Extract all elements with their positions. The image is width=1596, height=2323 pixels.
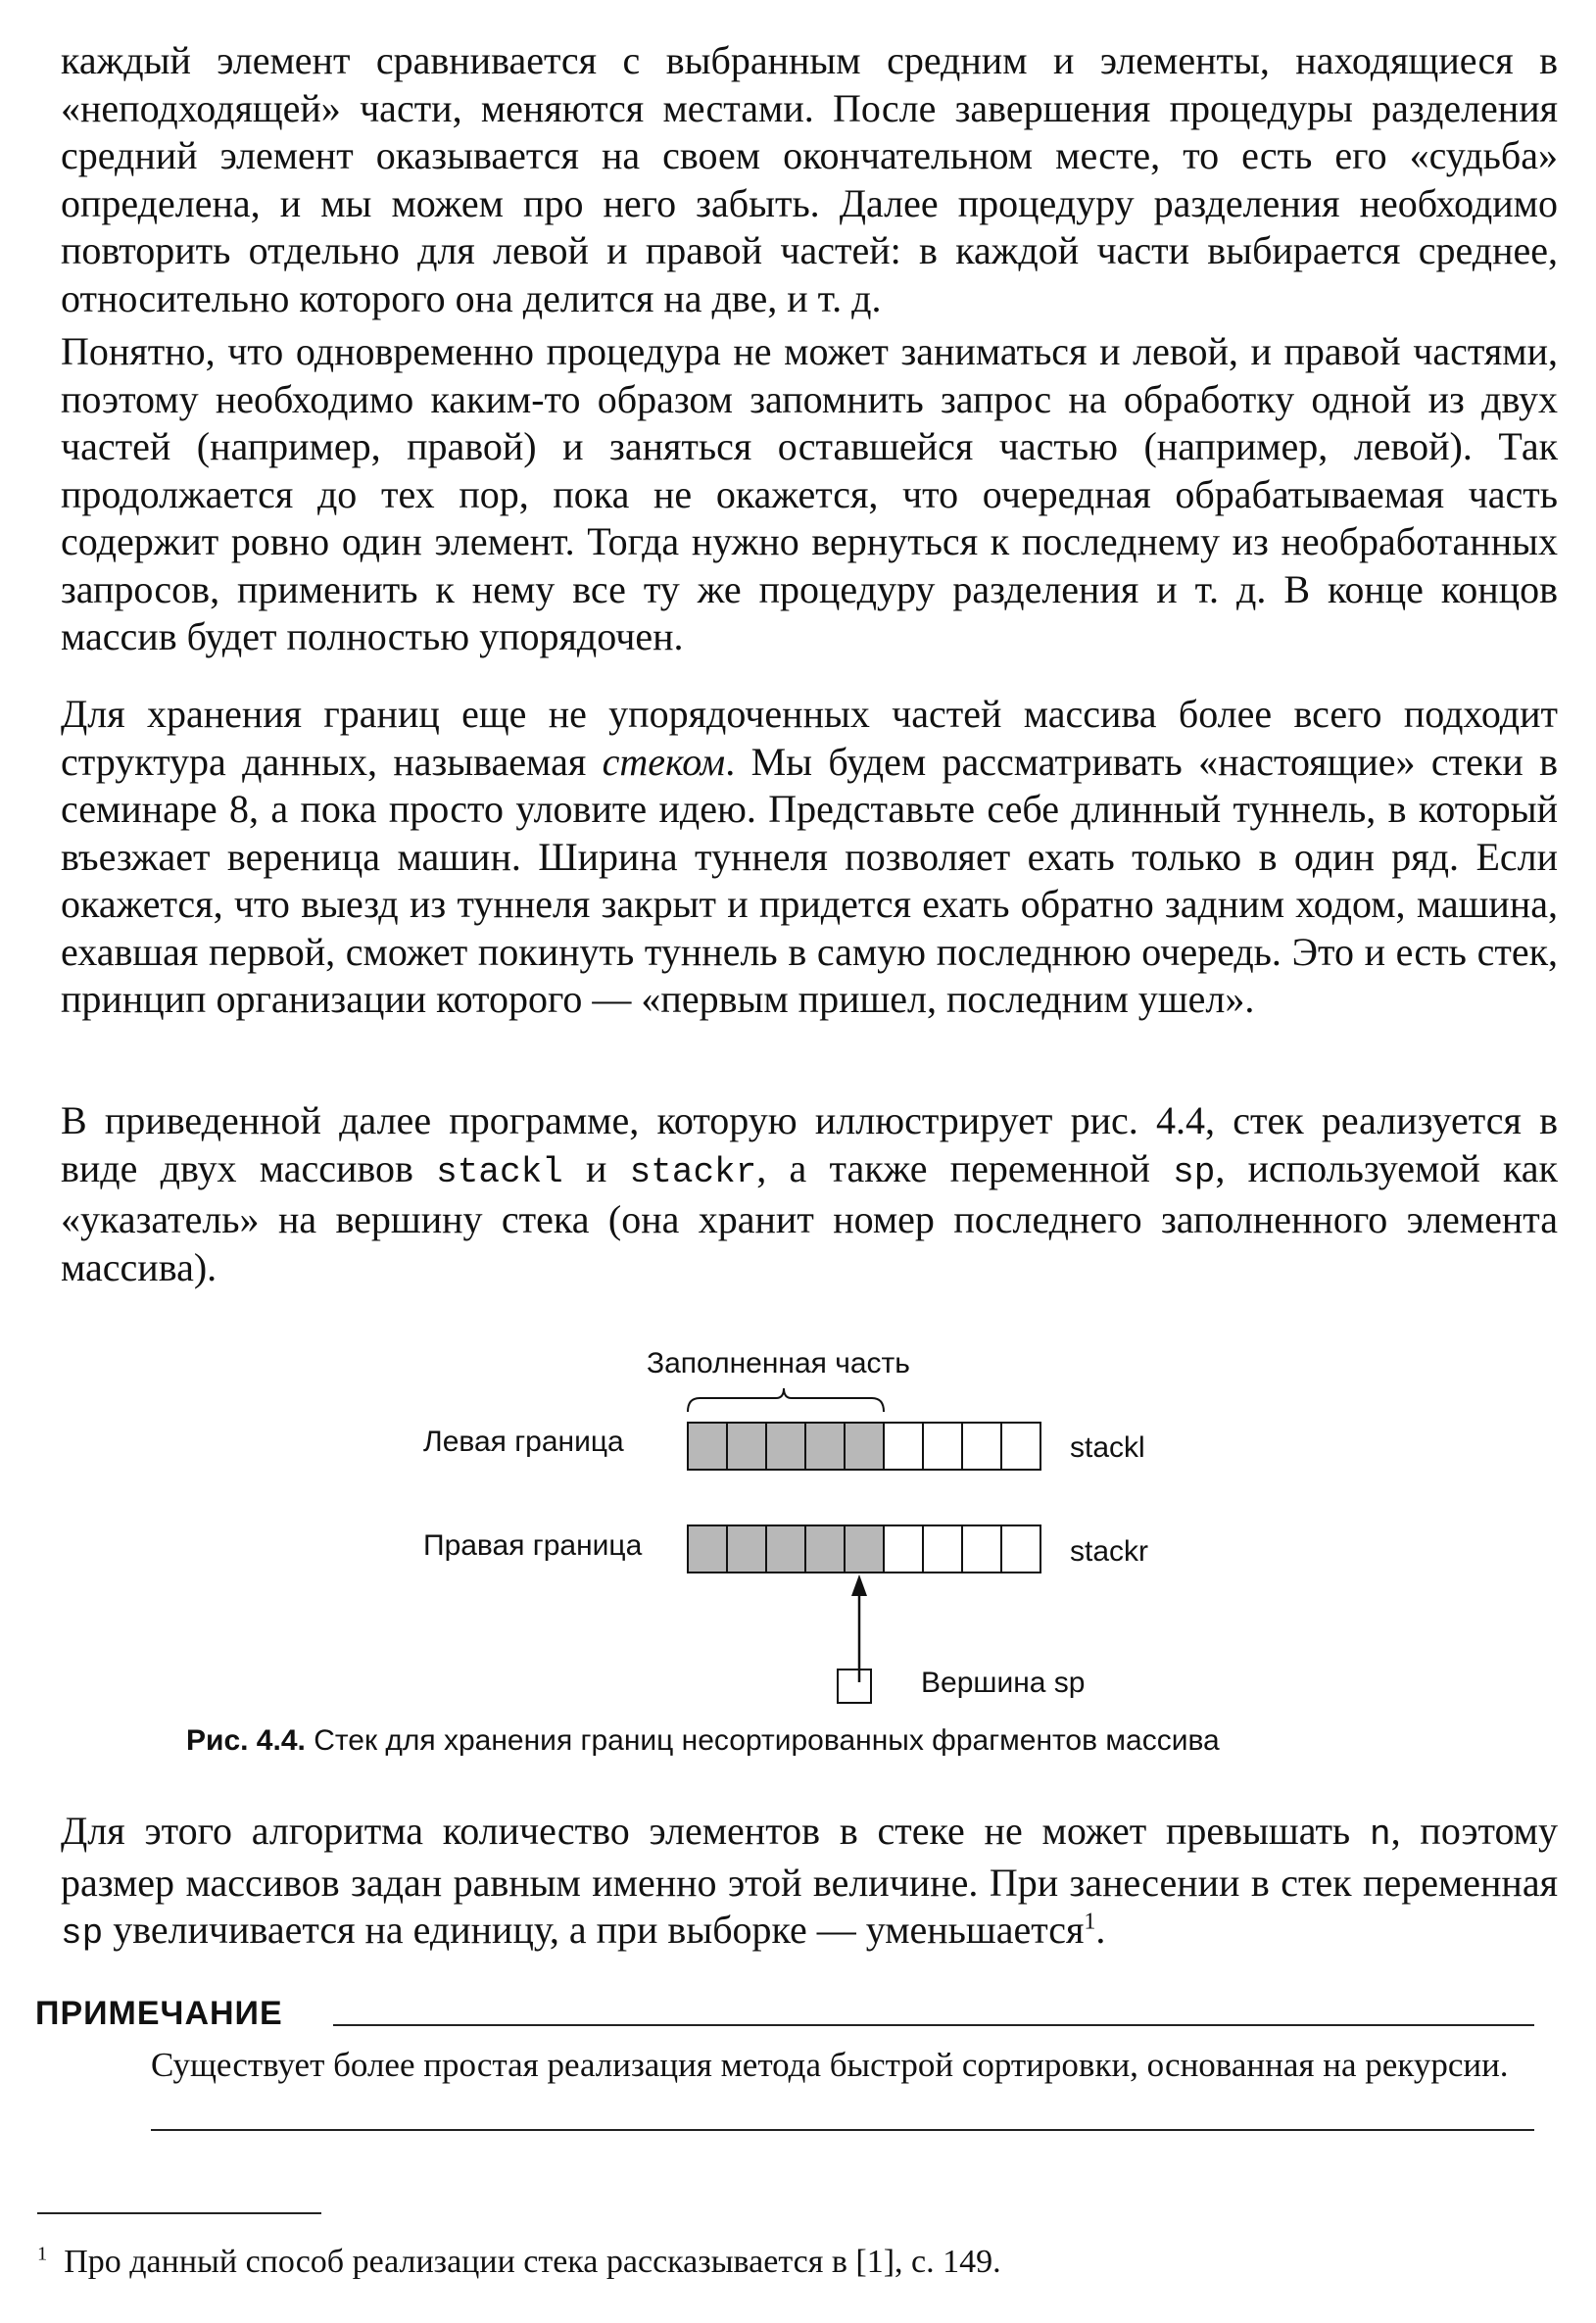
stackl-cell-6 xyxy=(884,1423,923,1470)
stackl-cell-2 xyxy=(727,1423,766,1470)
code-stackr: stackr xyxy=(629,1151,757,1192)
paragraph-1: каждый элемент сравнивается с выбранным средним и элементы, находящиеся в «неподходящей» части, меняются местами. После завершения процедуры разделения средний элемент оказывается на своем окончательном месте, то есть его «судьба» определена, и мы можем про него забыть. Далее процедуру разделения необходимо повторить отдельно для левой и правой частей: в каждой части выбирается среднее, относительно которого она делится на две, и т. д. xyxy=(61,38,1558,320)
paragraph-3-text-a: Для хранения границ еще не упорядоченных частей массива более всего подходит структура данных, называемая xyxy=(61,692,1558,784)
paragraph-5-text-1: Для этого алгоритма количество элементов в стеке не может превышать xyxy=(61,1809,1370,1853)
sp-box xyxy=(837,1669,872,1704)
stackr-cell-3 xyxy=(766,1525,805,1573)
paragraph-4-text-3: , а также переменной xyxy=(756,1145,1174,1190)
filled-part-brace xyxy=(686,1386,892,1416)
note-text: Существует более простая реализация метода быстрой сортировки, основанная на рекурсии. xyxy=(151,2046,1509,2084)
figure-stack-diagram xyxy=(0,1347,1596,1778)
caption-text: Стек для хранения границ несортированных фрагментов массива xyxy=(305,1724,1220,1757)
stackr-cell-2 xyxy=(727,1525,766,1573)
paragraph-4-text-2: и xyxy=(562,1145,630,1190)
paragraph-4-text-4: , используемой как «указатель» на вершину стека (она хранит номер последнего заполненного элемента массива). xyxy=(61,1145,1558,1289)
stackl-cell-1 xyxy=(688,1423,727,1470)
footnote-text: Про данный способ реализации стека рассказывается в [1], с. 149. xyxy=(64,2244,1001,2280)
stackr-cell-6 xyxy=(884,1525,923,1573)
stackl-cell-4 xyxy=(805,1423,845,1470)
paragraph-2: Понятно, что одновременно процедура не может заниматься и левой, и правой частями, поэтому необходимо каким-то образом запомнить запрос на обработку одной из двух частей (например, правой) и заняться оставшейся частью (например, левой). Так продолжается до тех пор, пока не окажется, что очередная обрабатываемая часть содержит ровно один элемент. Тогда нужно вернуться к последнему из необработанных запросов, применить к нему все ту же процедуру разделения и т. д. В конце концов массив будет полностью упорядочен. xyxy=(61,329,1558,658)
code-stackl: stackl xyxy=(436,1151,563,1192)
filled-part-label: Заполненная часть xyxy=(647,1347,910,1379)
paragraph-3-text-b: . Мы будем рассматривать «настоящие» стеки в семинаре 8, а пока просто уловите идею. Представьте себе длинный туннель, в который въезжает вереница машин. Ширина туннеля позволяет ехать только в один ряд. Если окажется, что выезд из туннеля закрыт и придется ехать обратно задним ходом, машина, ехавшая первой, сможет покинуть туннель в самую последнюю очередь. Это и есть стек, принцип организации которого — «первым пришел, последним ушел». xyxy=(61,739,1559,1021)
stackr-cell-9 xyxy=(1001,1525,1040,1573)
note-rule-bottom xyxy=(151,2129,1534,2131)
paragraph-3 xyxy=(61,691,1558,1024)
figure-caption xyxy=(186,1724,1220,1758)
paragraph-3-term: стеком xyxy=(602,739,726,784)
stackr-cell-7 xyxy=(923,1525,962,1573)
footnote-marker: 1 xyxy=(37,2243,48,2265)
note-rule-top xyxy=(333,2024,1534,2026)
stackl-array xyxy=(686,1421,1042,1472)
footnote-rule xyxy=(37,2212,321,2214)
stackr-cell-4 xyxy=(805,1525,845,1573)
code-sp: sp xyxy=(1173,1151,1216,1192)
footnote xyxy=(37,2244,1001,2281)
right-boundary-label: Правая граница xyxy=(423,1529,643,1562)
code-sp-2: sp xyxy=(61,1913,104,1954)
stackr-array xyxy=(686,1524,1042,1574)
stackr-cell-1 xyxy=(688,1525,727,1573)
stackl-cell-8 xyxy=(962,1423,1001,1470)
code-n: n xyxy=(1370,1815,1391,1855)
paragraph-5 xyxy=(61,1808,1558,1959)
stackl-cell-3 xyxy=(766,1423,805,1470)
stack-top-label: Вершина sp xyxy=(921,1667,1086,1699)
note-heading: ПРИМЕЧАНИЕ xyxy=(35,1995,283,2032)
paragraph-4 xyxy=(61,1097,1558,1291)
stackr-cell-5 xyxy=(845,1525,884,1573)
left-boundary-label: Левая граница xyxy=(423,1426,624,1458)
stackl-cell-5 xyxy=(845,1423,884,1470)
stackl-label: stackl xyxy=(1070,1431,1145,1464)
paragraph-5-text-3: увеличивается на единицу, а при выборке — уменьшается xyxy=(103,1908,1085,1952)
paragraph-5-text-2: , поэтому размер массивов задан равным именно этой величине. При занесении в стек переменная xyxy=(61,1809,1558,1905)
paragraph-5-text-4: . xyxy=(1095,1908,1106,1952)
stackl-cell-7 xyxy=(923,1423,962,1470)
caption-number: Рис. 4.4. xyxy=(186,1724,306,1757)
stackl-cell-9 xyxy=(1001,1423,1040,1470)
stackr-label: stackr xyxy=(1070,1535,1149,1568)
footnote-ref: 1 xyxy=(1084,1909,1096,1935)
stackr-cell-8 xyxy=(962,1525,1001,1573)
paragraph-4-text-1: В приведенной далее программе, которую иллюстрирует рис. 4.4, стек реализуется в виде двух массивов xyxy=(61,1098,1558,1190)
